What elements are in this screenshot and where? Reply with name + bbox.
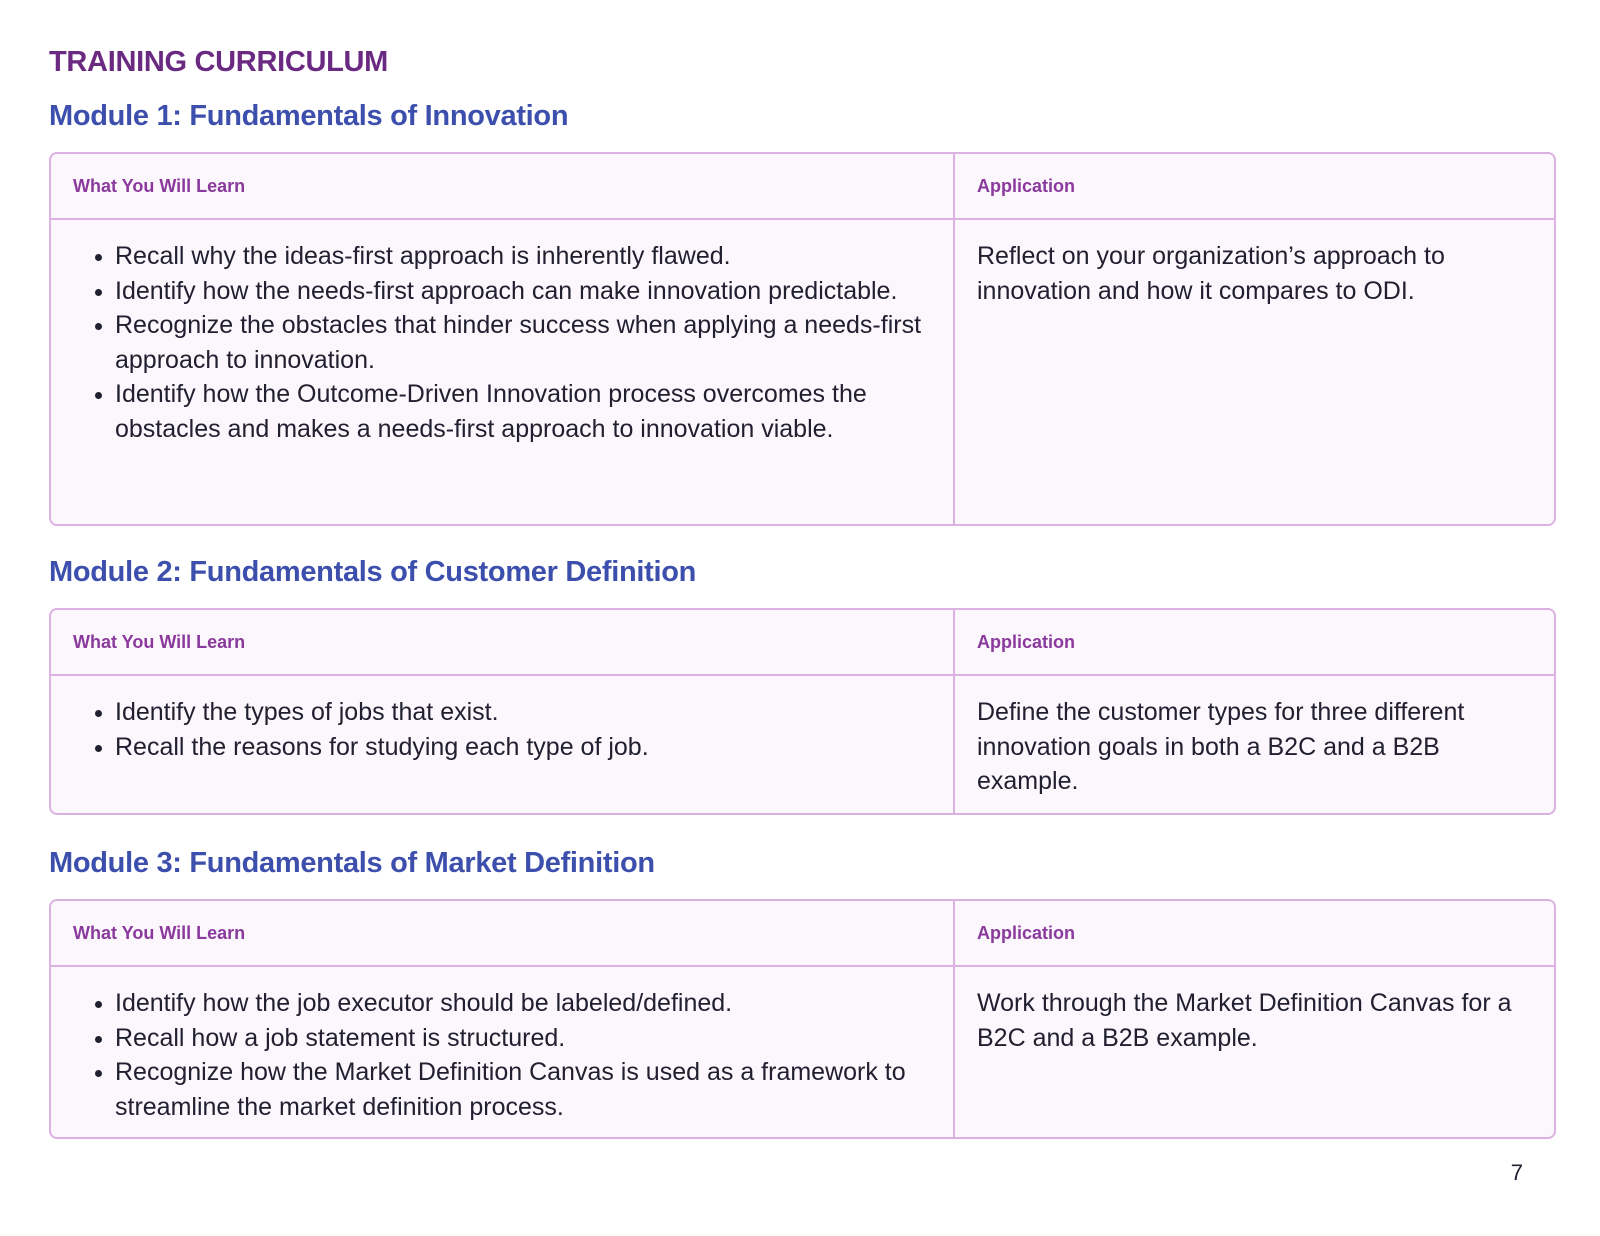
learn-column-header: What You Will Learn — [51, 154, 955, 218]
application-text: Work through the Market Definition Canvas for a B2C and a B2B example. — [977, 989, 1512, 1052]
application-column-header: Application — [977, 631, 1075, 652]
module-2-table — [49, 608, 1556, 815]
list-item: • Recall the reasons for studying each type of job. — [115, 730, 931, 765]
module-3-table — [49, 899, 1556, 1139]
table-header-row — [51, 901, 1554, 967]
list-item: • Identify how the job executor should be labeled/defined. — [115, 986, 931, 1021]
table-row — [51, 676, 1554, 813]
application-text: Define the customer types for three different innovation goals in both a B2C and a B2B example. — [977, 698, 1465, 795]
list-item: • Identify how the needs-first approach can make innovation predictable. — [115, 274, 931, 309]
list-item: • Identify how the Outcome-Driven Innovation process overcomes the obstacles and makes a needs-first approach to innovation viable. — [115, 377, 931, 446]
learn-cell — [51, 676, 955, 813]
table-header-row — [51, 610, 1554, 676]
page-number: 7 — [1510, 1160, 1523, 1185]
application-column-header: Application — [977, 175, 1075, 196]
learn-column-header: What You Will Learn — [51, 610, 955, 674]
list-item: • Recall why the ideas-first approach is inherently flawed. — [115, 239, 931, 274]
module-1-table — [49, 152, 1556, 526]
application-column-header: Application — [977, 922, 1075, 943]
application-text: Reflect on your organization’s approach to innovation and how it compares to ODI. — [977, 242, 1445, 305]
list-item: • Identify the types of jobs that exist. — [115, 695, 931, 730]
list-item: • Recall how a job statement is structured. — [115, 1021, 931, 1056]
section-title: TRAINING CURRICULUM — [49, 46, 389, 78]
table-header-row — [51, 154, 1554, 220]
table-row — [51, 220, 1554, 524]
learn-cell — [51, 220, 955, 524]
module-2-title: Module 2: Fundamentals of Customer Definition — [49, 556, 697, 588]
learn-column-header: What You Will Learn — [51, 901, 955, 965]
table-row — [51, 967, 1554, 1137]
list-item: • Recognize the obstacles that hinder success when applying a needs-first approach to innovation. — [115, 308, 931, 377]
learn-list — [73, 239, 931, 446]
page — [49, 44, 1556, 1139]
module-1-title: Module 1: Fundamentals of Innovation — [49, 100, 569, 132]
module-3-title: Module 3: Fundamentals of Market Definition — [49, 847, 655, 879]
learn-cell — [51, 967, 955, 1137]
application-cell — [955, 967, 1554, 1137]
learn-list — [73, 986, 931, 1124]
learn-list — [73, 695, 931, 764]
application-cell — [955, 220, 1554, 524]
application-cell — [955, 676, 1554, 813]
list-item: • Recognize how the Market Definition Canvas is used as a framework to streamline the market definition process. — [115, 1055, 931, 1124]
